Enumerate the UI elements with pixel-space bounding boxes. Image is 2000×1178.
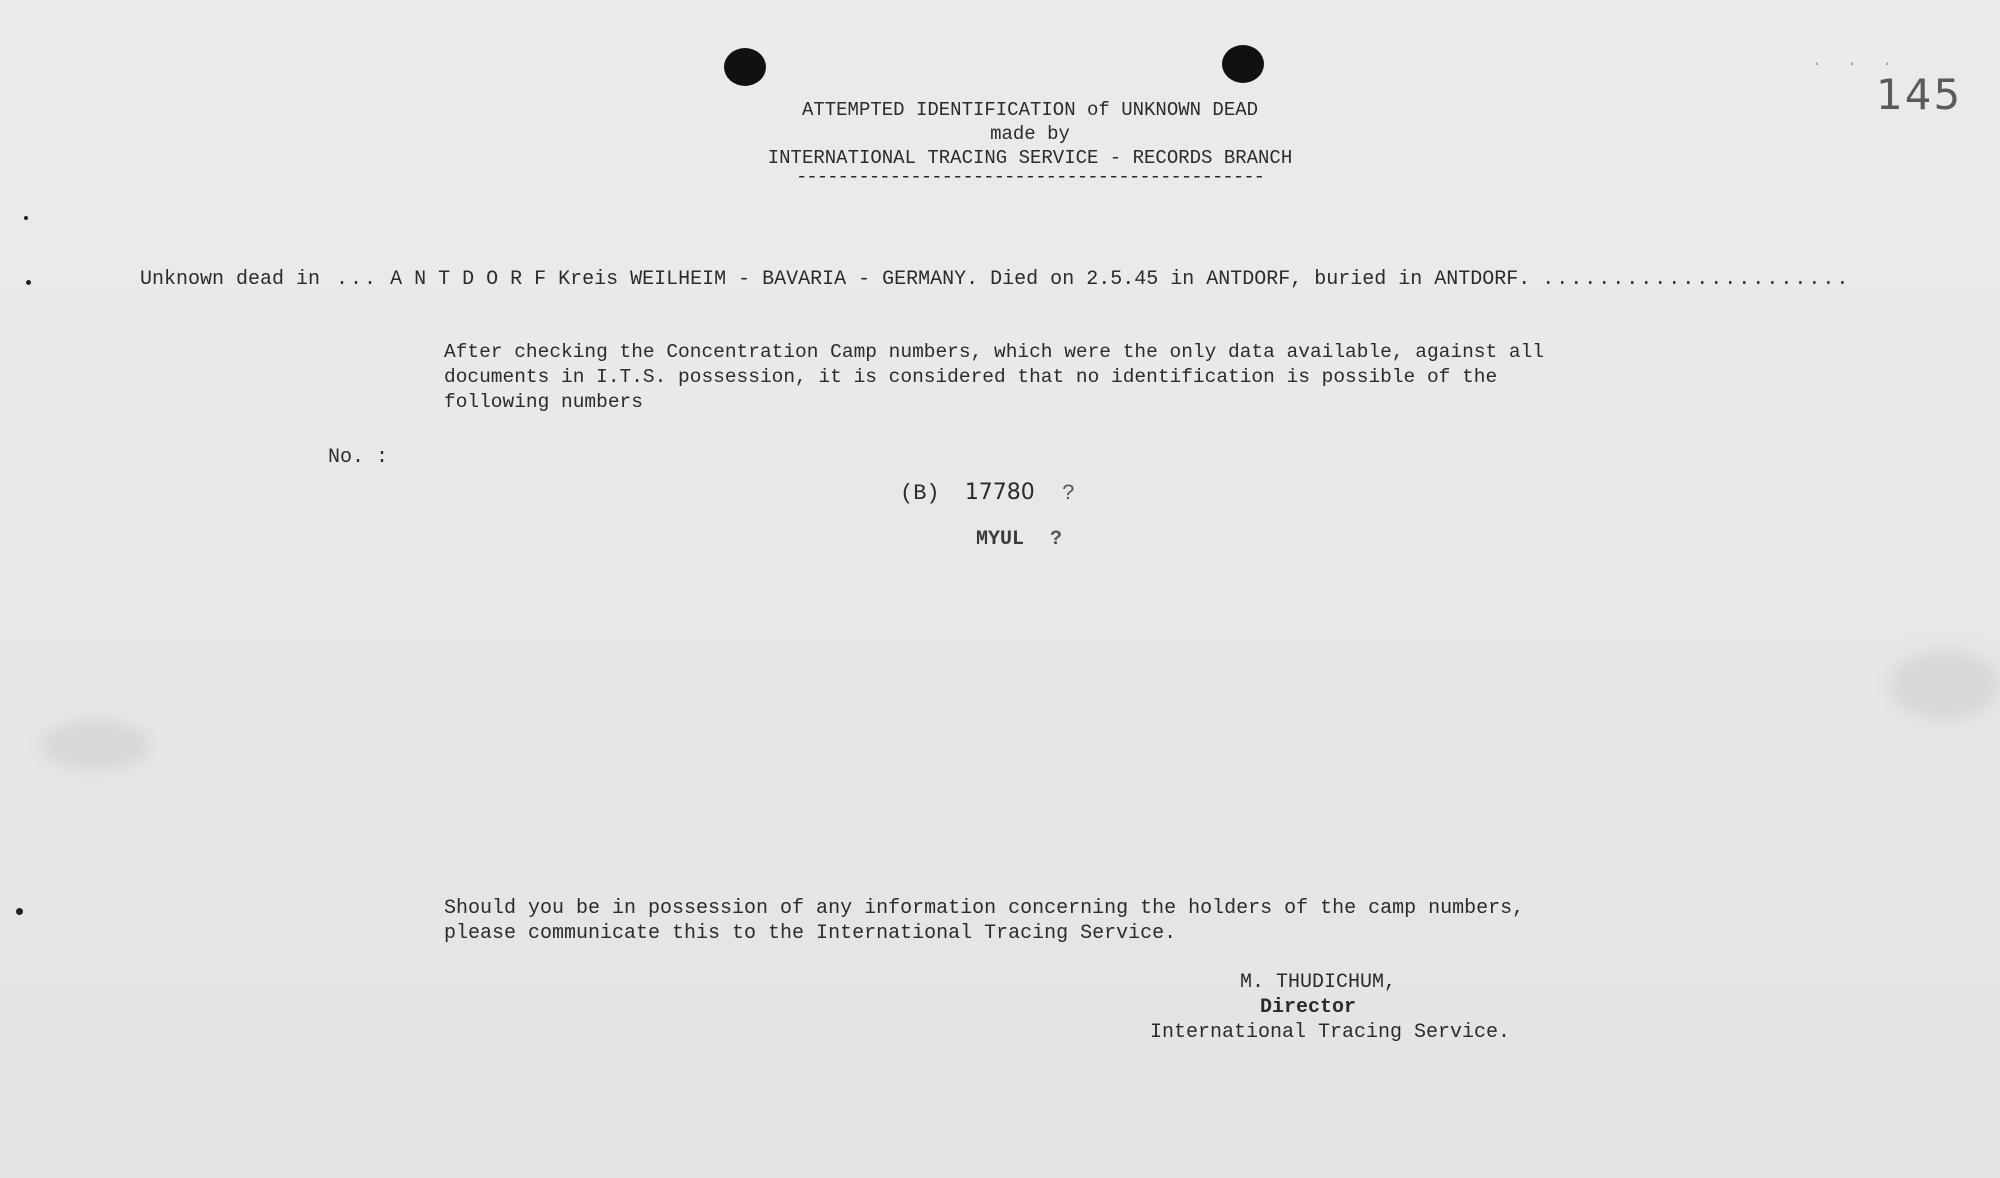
closing-paragraph: Should you be in possession of any information concerning the holders of the camp numbers, please communicate this to the International Tracing Service. <box>444 897 1525 945</box>
signatory-name: M. THUDICHUM, <box>1240 971 1397 994</box>
document-header <box>700 98 1360 188</box>
paper-smudge <box>40 720 150 770</box>
uncertain-mark: ? <box>1050 528 1063 551</box>
paper-smudge <box>1890 650 2000 720</box>
punch-hole-right <box>1222 45 1264 83</box>
camp-number-value: 17780 <box>964 480 1035 505</box>
signatory-organization: International Tracing Service. <box>1150 1021 1511 1044</box>
unknown-dead-line <box>140 268 1922 291</box>
margin-mark <box>26 280 31 285</box>
uncertain-mark: ? <box>1062 481 1076 506</box>
signature-block <box>1140 970 1560 1045</box>
header-title: ATTEMPTED IDENTIFICATION of UNKNOWN DEAD <box>801 99 1259 121</box>
header-branch: INTERNATIONAL TRACING SERVICE - RECORDS BRANCH <box>767 147 1293 169</box>
header-subtitle: made by <box>990 123 1070 145</box>
dot-leader-trailing: ...................... <box>1542 268 1851 291</box>
page-number: 145 <box>1876 70 1963 119</box>
dot-leader: ... <box>336 268 379 291</box>
header-underline: --------------------------------------------- <box>795 170 1265 188</box>
number-label: No. : <box>328 446 389 469</box>
body-paragraph: After checking the Concentration Camp numbers, which were the only data available, against all documents in I.T.S. possession, it is considered that no identification is possible of the following numbers <box>444 341 1544 413</box>
margin-mark <box>24 216 28 220</box>
signatory-title: Director <box>1260 996 1357 1019</box>
camp-number-value: MYUL <box>976 528 1025 551</box>
burial-place-text: A N T D O R F Kreis WEILHEIM - BAVARIA - GERMANY. Died on 2.5.45 in ANTDORF, buried in ANTDORF. <box>390 268 1531 291</box>
camp-number-entry <box>976 528 1062 551</box>
unknown-dead-label: Unknown dead in <box>140 268 321 291</box>
camp-number-prefix: (B) <box>900 481 940 506</box>
camp-number-entry <box>900 480 1075 506</box>
page-number-dots: . . . <box>1812 52 1901 70</box>
margin-mark <box>16 908 23 915</box>
punch-hole-left <box>724 48 766 86</box>
